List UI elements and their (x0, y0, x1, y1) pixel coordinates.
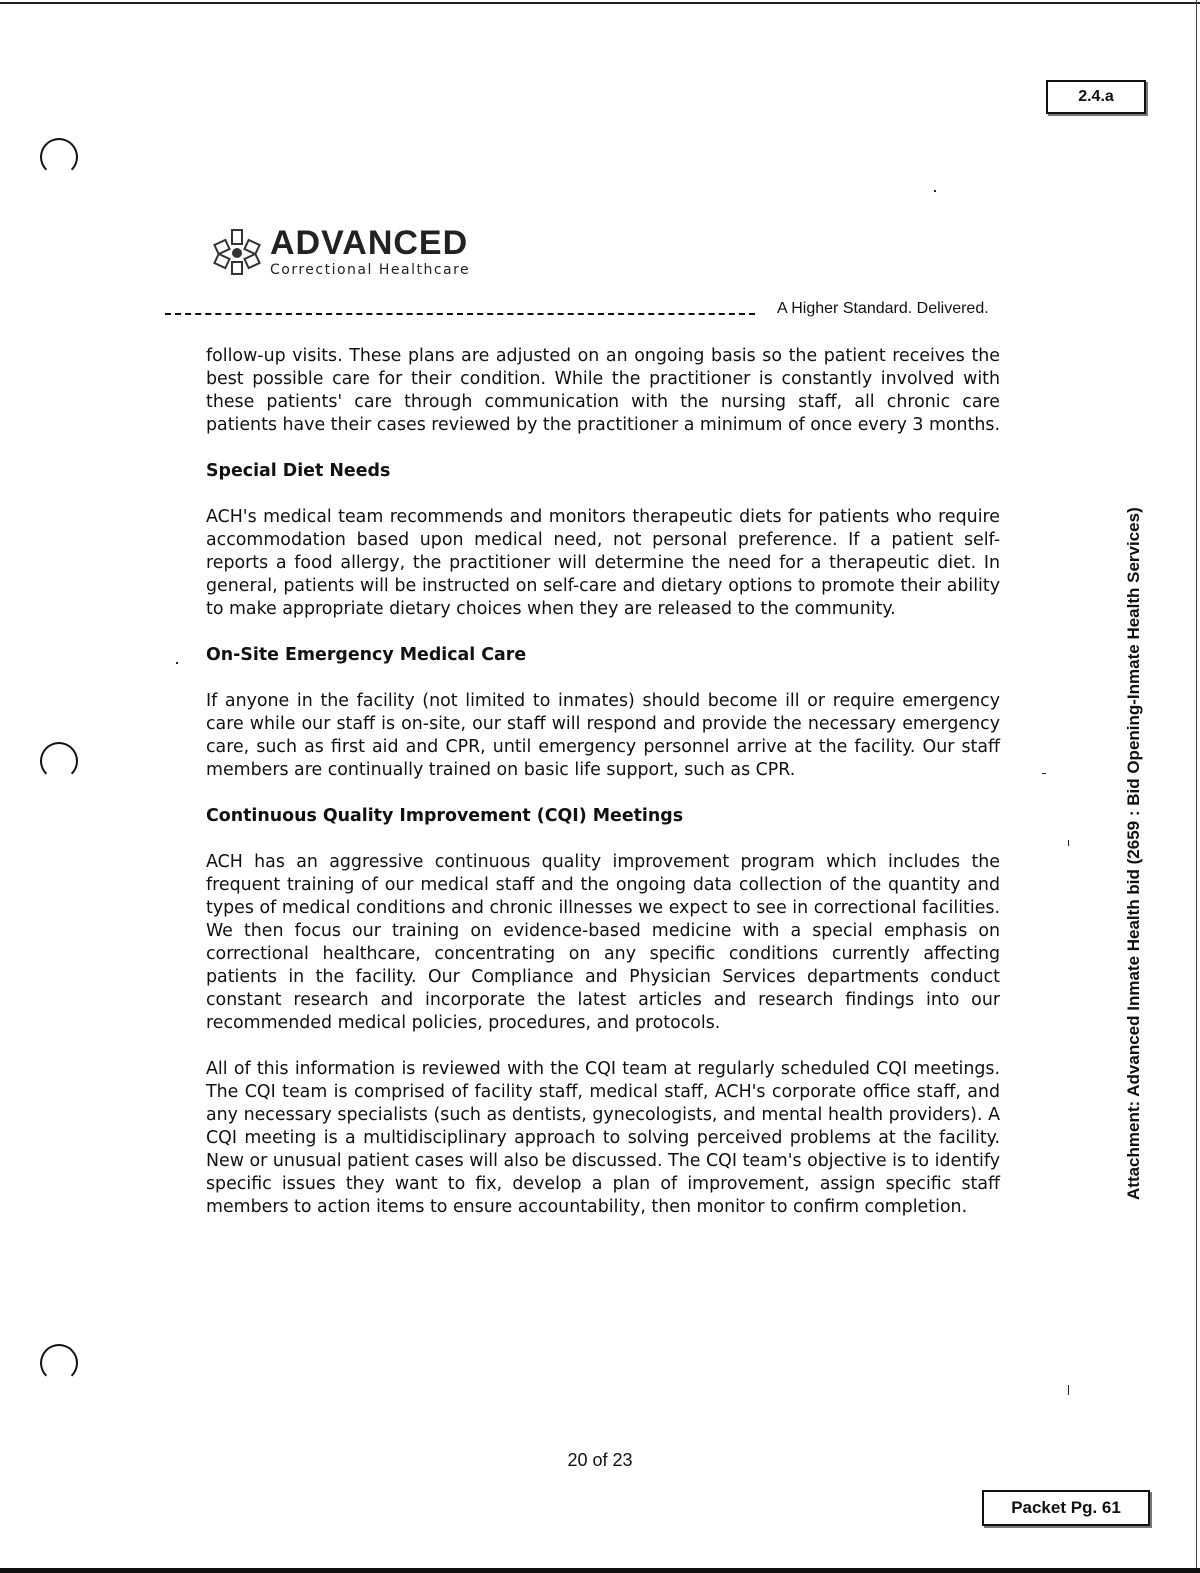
intro-paragraph: follow-up visits. These plans are adjusted on an ongoing basis so the patient receives the best possible care for their condition. While the practitioner is constantly involved with these patients' care through communication with the nursing staff, all chronic care patients have their cases reviewed by the practitioner a minimum of once every 3 months. (206, 346, 1001, 435)
attachment-side-label: Attachment: Advanced Inmate Health bid (2659 : Bid Opening-Inmate Health Services) (1124, 507, 1143, 1200)
cqi-paragraph-1: ACH has an aggressive continuous quality improvement program which includes the frequent training of our medical staff and the ongoing data collection of the quantity and types of medical conditions and chronic illnesses we expect to see in correctional facilities. We then focus our training on evidence-based medicine with a special emphasis on correctional healthcare, concentrating on any specific conditions currently affecting patients in the facility. Our Compliance and Physician Services departments conduct constant research and incorporate the latest articles and research findings into our recommended medical policies, procedures, and protocols. (206, 852, 1000, 1033)
company-logo (212, 226, 470, 278)
star-of-life-logo-icon (212, 226, 264, 278)
emergency-care-paragraph: If anyone in the facility (not limited to inmates) should become ill or require emergency care while our staff is on-site, our staff will respond and provide the necessary emergency care, such as first aid and CPR, until emergency personnel arrive at the facility. Our staff members are continually trained on basic life support, such as CPR. (206, 691, 1000, 780)
header-dashed-rule (165, 313, 755, 315)
scan-speck (934, 190, 936, 192)
scan-speck (1068, 1385, 1069, 1395)
scan-speck (1042, 773, 1046, 774)
punch-hole-bottom (40, 1344, 78, 1382)
document-body (206, 345, 1000, 1219)
section-tag: 2.4.a (1046, 80, 1146, 114)
punch-hole-top (40, 138, 78, 176)
cqi-paragraph-2: All of this information is reviewed with the CQI team at regularly scheduled CQI meetings. The CQI team is comprised of facility staff, medical staff, ACH's corporate office staff, and any necessary specialists (such as dentists, gynecologists, and mental health providers). A CQI meeting is a multidisciplinary approach to solving perceived problems at the facility. New or unusual patient cases will also be discussed. The CQI team's objective is to identify specific issues they want to fix, develop a plan of improvement, assign specific staff members to action items to ensure accountability, then monitor to confirm completion. (206, 1059, 1000, 1217)
punch-hole-middle (40, 742, 78, 780)
cqi-heading: Continuous Quality Improvement (CQI) Meetings (206, 806, 684, 826)
scan-speck (176, 662, 178, 664)
scan-speck (1068, 840, 1069, 846)
special-diet-heading: Special Diet Needs (206, 461, 391, 481)
page-right-edge (1196, 0, 1197, 1573)
packet-page-label: Packet Pg. 61 (982, 1490, 1150, 1526)
page-top-edge (0, 2, 1200, 4)
emergency-care-heading: On-Site Emergency Medical Care (206, 645, 527, 665)
logo-name: ADVANCED (270, 224, 469, 262)
special-diet-paragraph: ACH's medical team recommends and monitors therapeutic diets for patients who require accommodation based upon medical need, not personal preference. If a patient self-reports a food allergy, the practitioner will determine the need for a therapeutic diet. In general, patients will be instructed on self-care and dietary options to promote their ability to make appropriate dietary choices when they are released to the community. (206, 507, 1000, 619)
logo-subtitle: Correctional Healthcare (270, 262, 471, 278)
company-tagline: A Higher Standard. Delivered. (777, 300, 989, 317)
page-bottom-edge (0, 1568, 1200, 1573)
page-number: 20 of 23 (567, 1450, 633, 1470)
